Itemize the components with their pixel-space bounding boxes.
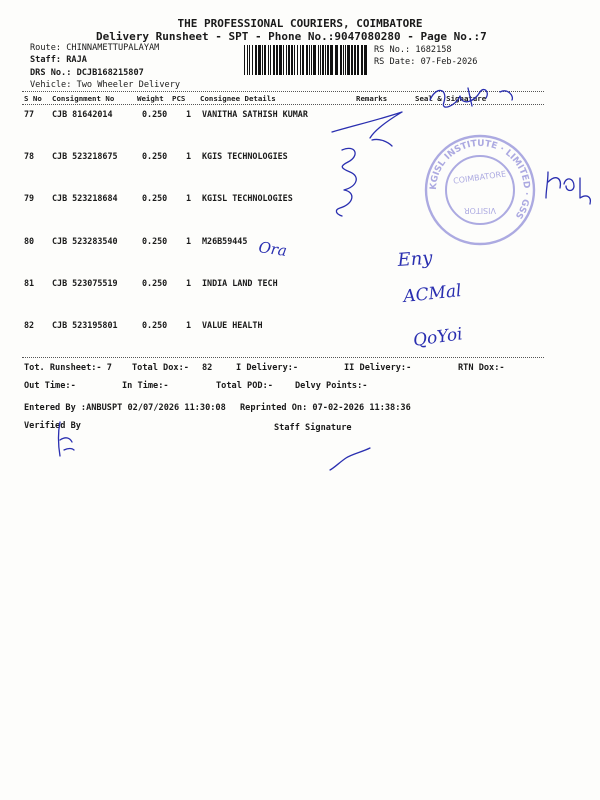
in-time: In Time:- bbox=[122, 381, 169, 391]
row81-signature: ACMal bbox=[402, 280, 463, 307]
cell-sno: 77 bbox=[24, 109, 35, 119]
cell-pcs: 1 bbox=[186, 277, 192, 288]
cell-weight: 0.250 bbox=[142, 235, 168, 246]
col-header-weight: Weight bbox=[137, 94, 164, 103]
col-header-remarks: Remarks bbox=[356, 94, 388, 103]
side-scribble bbox=[546, 172, 590, 204]
row80-signature: Eny bbox=[396, 247, 434, 271]
cell-consignee: KGIS TECHNOLOGIES bbox=[202, 151, 288, 162]
col-header-pcs: PCS bbox=[172, 94, 186, 103]
cell-consignee: INDIA LAND TECH bbox=[202, 277, 278, 288]
cell-consignee: VANITHA SATHISH KUMAR bbox=[202, 109, 308, 119]
cell-consignment: CJB 81642014 bbox=[52, 109, 113, 119]
delvy-points: Delvy Points:- bbox=[295, 381, 368, 391]
cell-consignment: CJB 523218684 bbox=[52, 193, 118, 204]
company-title: THE PROFESSIONAL COURIERS, COIMBATORE bbox=[177, 17, 423, 30]
cell-consignee: KGISL TECHNOLOGIES bbox=[202, 193, 293, 204]
staff-signature-mark bbox=[330, 448, 370, 470]
cell-sno: 80 bbox=[24, 235, 35, 246]
col-header-seal: Seal & Signature bbox=[415, 94, 487, 103]
verified-by-label: Verified By bbox=[24, 421, 81, 431]
stamp-ring-text: KGISL INSTITUTE · LIMITED · GSS bbox=[428, 138, 532, 221]
cell-weight: 0.250 bbox=[142, 277, 168, 288]
total-dox-label: Total Dox:- bbox=[132, 363, 189, 373]
cell-sno: 78 bbox=[24, 151, 35, 162]
cell-weight: 0.250 bbox=[142, 193, 168, 204]
cell-consignee: M26B59445 bbox=[202, 235, 248, 246]
vehicle-label: Vehicle: Two Wheeler Delivery bbox=[30, 80, 181, 90]
entered-by: Entered By :ANBUSPT 02/07/2026 11:30:08 bbox=[24, 403, 226, 413]
col-header-sno: S No bbox=[24, 94, 42, 103]
cell-weight: 0.250 bbox=[142, 151, 168, 162]
row80-note: Ora bbox=[257, 238, 289, 260]
stamp-inner-top: COIMBATORE bbox=[452, 169, 507, 186]
cell-sno: 81 bbox=[24, 277, 35, 288]
rtn-dox: RTN Dox:- bbox=[458, 363, 505, 373]
reprinted-on: Reprinted On: 07-02-2026 11:38:36 bbox=[240, 403, 411, 413]
runsheet-subtitle: Delivery Runsheet - SPT - Phone No.:9047080280 - Page No.:7 bbox=[96, 30, 487, 43]
rs-date: RS Date: 07-Feb-2026 bbox=[374, 57, 478, 67]
cell-sno: 79 bbox=[24, 193, 35, 204]
col-header-consignment: Consignment No bbox=[52, 94, 115, 103]
out-time: Out Time:- bbox=[24, 381, 76, 391]
cell-pcs: 1 bbox=[186, 109, 192, 119]
total-runsheet: Tot. Runsheet:- 7 bbox=[24, 363, 112, 373]
rs-number: RS No.: 1682158 bbox=[374, 45, 452, 55]
ii-delivery: II Delivery:- bbox=[344, 363, 412, 373]
cell-consignee: VALUE HEALTH bbox=[202, 320, 263, 330]
cell-weight: 0.250 bbox=[142, 320, 168, 330]
i-delivery: I Delivery:- bbox=[236, 363, 299, 373]
row77-mark bbox=[332, 112, 402, 146]
cell-pcs: 1 bbox=[186, 320, 192, 330]
stamp-inner-bottom: VISITOR bbox=[463, 206, 497, 215]
row82-signature: QoYoi bbox=[411, 324, 464, 351]
route-label: Route: CHINNAMETTUPALAYAM bbox=[30, 43, 160, 53]
header-scribble bbox=[430, 88, 512, 107]
col-header-consignee: Consignee Details bbox=[200, 94, 276, 103]
verified-signature bbox=[59, 422, 75, 456]
cell-pcs: 1 bbox=[186, 193, 192, 204]
staff-label: Staff: RAJA bbox=[30, 55, 87, 65]
cell-sno: 82 bbox=[24, 320, 35, 330]
cell-consignment: CJB 523218675 bbox=[52, 151, 118, 162]
cell-weight: 0.250 bbox=[142, 109, 168, 119]
drs-number: DRS No.: DCJB168215807 bbox=[30, 68, 144, 78]
cell-consignment: CJB 523195801 bbox=[52, 320, 118, 330]
cell-pcs: 1 bbox=[186, 151, 192, 162]
staff-signature-label: Staff Signature bbox=[274, 423, 352, 433]
cell-pcs: 1 bbox=[186, 235, 192, 246]
cell-consignment: CJB 523075519 bbox=[52, 277, 118, 288]
total-pod: Total POD:- bbox=[216, 381, 273, 391]
total-dox-count: 82 bbox=[202, 363, 213, 373]
rows-brace bbox=[336, 148, 356, 216]
cell-consignment: CJB 523283540 bbox=[52, 235, 118, 246]
